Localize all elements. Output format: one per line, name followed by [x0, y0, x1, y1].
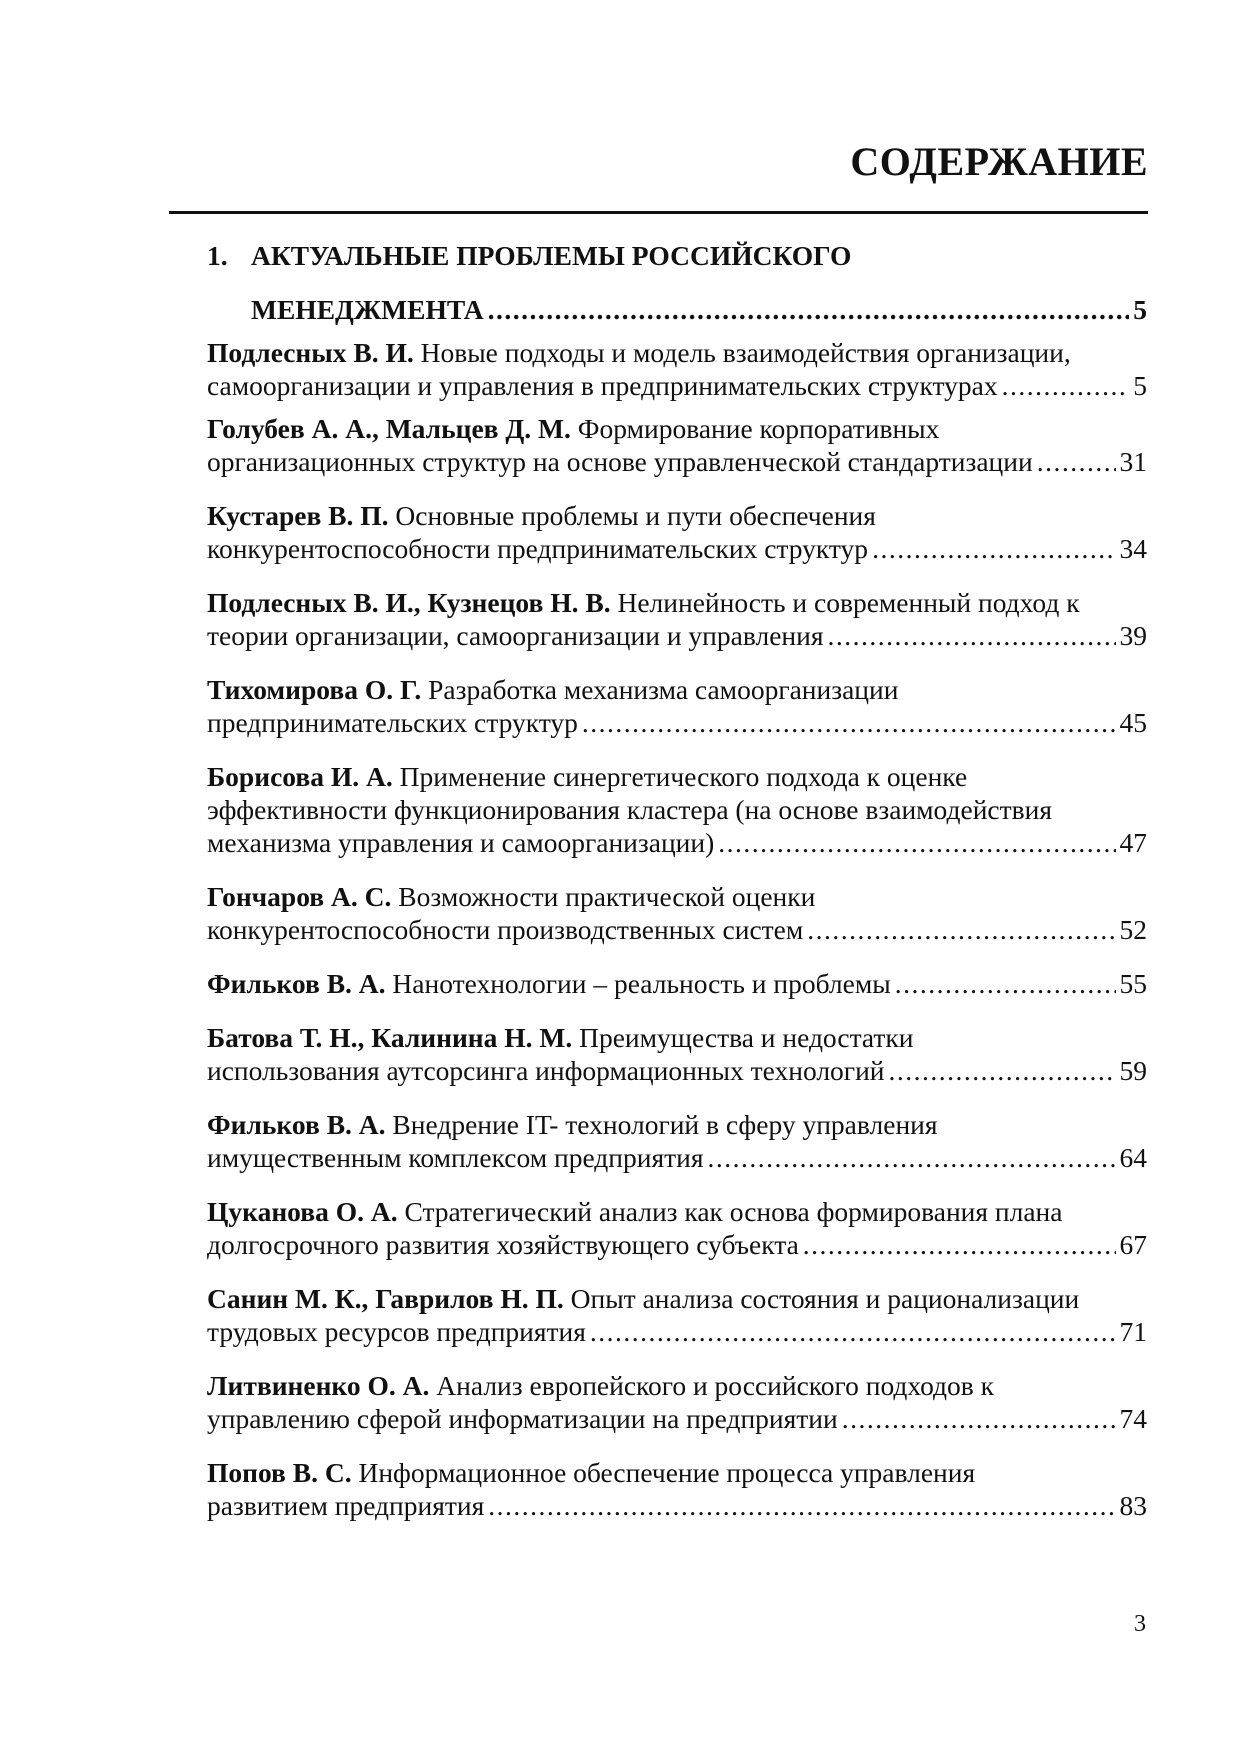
entry-author: Подлесных В. И., Кузнецов Н. В. — [207, 587, 611, 618]
dot-leader — [708, 1141, 1116, 1174]
entry-title-cont: конкурентоспособности производственных систем — [207, 914, 804, 945]
entry-title-cont: конкурентоспособности предпринимательских структур — [207, 533, 869, 564]
section-page-number: 5 — [1133, 294, 1147, 325]
toc-entry[interactable] — [207, 1282, 1147, 1348]
entry-page-number: 39 — [1119, 620, 1147, 651]
entry-title-cont: управлению сферой информатизации на предприятии — [207, 1403, 838, 1434]
toc-entry[interactable] — [207, 1021, 1147, 1087]
table-of-contents — [207, 239, 1147, 1543]
dot-leader — [895, 967, 1116, 1000]
entry-page-number: 45 — [1119, 707, 1147, 738]
toc-entry[interactable] — [207, 1369, 1147, 1435]
entry-title: Разработка механизма самоорганизации — [421, 674, 899, 705]
entry-title: Нанотехнологии – реальность и проблемы — [385, 968, 891, 999]
dot-leader — [488, 1489, 1115, 1522]
toc-entry[interactable] — [207, 760, 1147, 859]
entry-page-number: 5 — [1133, 370, 1147, 401]
entry-page-number: 67 — [1119, 1229, 1147, 1260]
section-title-line1: АКТУАЛЬНЫЕ ПРОБЛЕМЫ РОССИЙСКОГО — [251, 240, 852, 271]
entry-page-number: 59 — [1119, 1055, 1147, 1086]
entry-author: Тихомирова О. Г. — [207, 674, 422, 705]
entry-title: Анализ европейского и российского подходов к — [429, 1370, 995, 1401]
page-number: 3 — [1134, 1611, 1146, 1637]
entry-author: Фильков В. А. — [207, 968, 386, 999]
entry-page-number: 34 — [1119, 533, 1147, 564]
entry-author: Попов В. С. — [207, 1457, 352, 1488]
toc-entry[interactable] — [207, 586, 1147, 652]
entry-title: Внедрение IT- технологий в сферу управления — [385, 1109, 938, 1140]
entry-title-cont: самоорганизации и управления в предпринимательских структурах — [207, 370, 998, 401]
entry-title-cont: трудовых ресурсов предприятия — [207, 1316, 586, 1347]
entry-title-cont: организационных структур на основе управленческой стандартизации — [207, 446, 1033, 477]
toc-entry[interactable] — [207, 499, 1147, 565]
toc-title: СОДЕРЖАНИЕ — [850, 139, 1148, 184]
toc-entry[interactable] — [207, 1195, 1147, 1261]
entry-page-number: 64 — [1119, 1142, 1147, 1173]
dot-leader — [807, 913, 1115, 946]
entry-author: Голубев А. А., Мальцев Д. М. — [207, 413, 571, 444]
dot-leader — [1002, 369, 1130, 402]
entry-author: Санин М. К., Гаврилов Н. П. — [207, 1283, 564, 1314]
dot-leader — [590, 1315, 1116, 1348]
toc-entry[interactable] — [207, 336, 1147, 402]
section-number: 1. — [207, 240, 228, 271]
dot-leader — [803, 1228, 1116, 1261]
entry-author: Батова Т. Н., Калинина Н. М. — [207, 1022, 573, 1053]
entry-title: Применение синергетического подхода к оценке — [392, 761, 968, 792]
entry-title-cont: развитием предприятия — [207, 1490, 485, 1521]
toc-entry[interactable] — [207, 1108, 1147, 1174]
entry-title: Преимущества и недостатки — [572, 1022, 914, 1053]
entry-title: Стратегический анализ как основа формирования плана — [397, 1196, 1063, 1227]
toc-section[interactable] — [207, 239, 1147, 326]
dot-leader — [889, 1054, 1116, 1087]
entry-title-cont: использования аутсорсинга информационных технологий — [207, 1055, 885, 1086]
toc-entry[interactable] — [207, 412, 1147, 478]
entry-author: Цуканова О. А. — [207, 1196, 398, 1227]
entry-title: Новые подходы и модель взаимодействия организации, — [413, 337, 1071, 368]
toc-entry[interactable] — [207, 967, 1147, 1000]
entry-author: Подлесных В. И. — [207, 337, 414, 368]
entry-title: Нелинейность и современный подход к — [610, 587, 1080, 618]
dot-leader — [582, 706, 1116, 739]
entry-author: Борисова И. А. — [207, 761, 393, 792]
entry-author: Гончаров А. С. — [207, 881, 392, 912]
entry-title: Информационное обеспечение процесса управления — [351, 1457, 976, 1488]
entry-page-number: 31 — [1119, 446, 1147, 477]
dot-leader — [872, 532, 1115, 565]
toc-entry[interactable] — [207, 1456, 1147, 1522]
entry-title: Возможности практической оценки — [391, 881, 816, 912]
dot-leader — [827, 619, 1115, 652]
entry-page-number: 55 — [1119, 968, 1147, 999]
entry-title-cont: эффективности функционирования кластера (на основе взаимодействия — [207, 794, 1053, 825]
entry-title: Основные проблемы и пути обеспечения — [388, 500, 876, 531]
entry-author: Фильков В. А. — [207, 1109, 386, 1140]
dot-leader — [1037, 445, 1116, 478]
title-divider — [169, 211, 1148, 214]
toc-entry[interactable] — [207, 880, 1147, 946]
entry-title-cont: долгосрочного развития хозяйствующего субъекта — [207, 1229, 799, 1260]
entry-title: Формирование корпоративных — [570, 413, 940, 444]
toc-entry[interactable] — [207, 673, 1147, 739]
entry-title-cont: предпринимательских структур — [207, 707, 578, 738]
entry-page-number: 83 — [1119, 1490, 1147, 1521]
dot-leader — [842, 1402, 1116, 1435]
dot-leader — [488, 293, 1130, 326]
entry-title-cont: механизма управления и самоорганизации) — [207, 827, 715, 858]
entry-author: Кустарев В. П. — [207, 500, 389, 531]
entry-page-number: 52 — [1119, 914, 1147, 945]
entry-page-number: 74 — [1119, 1403, 1147, 1434]
entry-author: Литвиненко О. А. — [207, 1370, 430, 1401]
entry-page-number: 71 — [1119, 1316, 1147, 1347]
entry-page-number: 47 — [1119, 827, 1147, 858]
entry-title: Опыт анализа состояния и рационализации — [563, 1283, 1080, 1314]
dot-leader — [718, 826, 1115, 859]
entry-title-cont: имущественным комплексом предприятия — [207, 1142, 704, 1173]
entry-title-cont: теории организации, самоорганизации и управления — [207, 620, 824, 651]
section-title-line2: МЕНЕДЖМЕНТА — [251, 294, 484, 325]
